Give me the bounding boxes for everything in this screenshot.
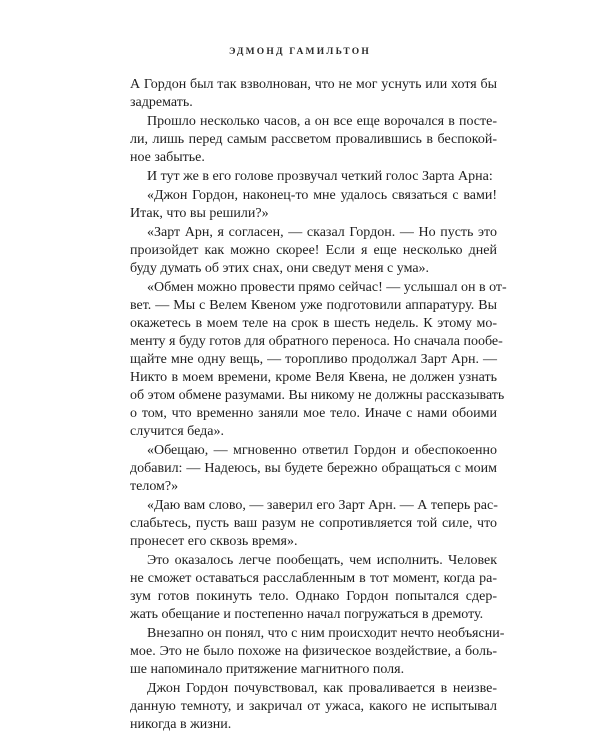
text-line: щайте мне одну вещь, — торопливо продолжал Зарт Арн. — — [130, 352, 497, 367]
text-line: «Зарт Арн, я согласен, — сказал Гордон. — Но пусть это — [147, 225, 497, 240]
text-line: «Обещаю, — мгновенно ответил Гордон и обеспокоенно — [147, 443, 497, 458]
text-line: вет. — Мы с Велем Квеном уже подготовили аппаратуру. Вы — [130, 298, 497, 313]
paragraph — [130, 625, 505, 679]
text-line: об этом обмене разумами. Вы никому не должны рассказывать — [130, 388, 505, 403]
paragraph — [130, 187, 497, 223]
text-line: «Даю вам слово, — заверил его Зарт Арн. — А теперь рас- — [147, 498, 498, 513]
text-line: пронесет его сквозь время». — [130, 534, 298, 549]
text-line: о том, что временно заняли мое тело. Иначе с нами обоими — [130, 406, 497, 421]
text-line: добавил: — Надеюсь, вы будете бережно обращаться с моим — [130, 461, 497, 476]
text-line: менту я буду готов для обратного переноса. Но сначала пообе- — [130, 334, 503, 349]
text-line: ше напоминало притяжение магнитного поля. — [130, 662, 405, 677]
text-line: зум готов покинуть тело. Однако Гордон попытался сдер- — [130, 589, 497, 604]
text-line: никогда в жизни. — [130, 717, 232, 732]
running-header: ЭДМОНД ГАМИЛЬТОН — [229, 47, 371, 57]
text-line: случится беда». — [130, 424, 224, 439]
paragraph — [130, 279, 507, 441]
text-line: «Джон Гордон, наконец-то мне удалось связаться с вами! — [147, 188, 497, 203]
text-line: данную темноту, и закричал от ужаса, какого не испытывал — [130, 699, 497, 714]
text-line: жать обещание и постепенно начал погружаться в дремоту. — [130, 607, 484, 622]
paragraph — [130, 442, 497, 496]
text-line: А Гордон был так взволнован, что не мог уснуть или хотя бы — [130, 77, 497, 92]
paragraph — [130, 76, 497, 112]
paragraph — [130, 680, 497, 734]
text-line: не сможет оставаться расслабленным в тот момент, когда ра- — [130, 571, 497, 586]
text-line: Это оказалось легче пообещать, чем исполнить. Человек — [147, 553, 497, 568]
text-line: И тут же в его голове прозвучал четкий голос Зарта Арна: — [147, 169, 493, 184]
text-line: Прошло несколько часов, а он все еще ворочался в посте- — [147, 114, 497, 129]
text-line: Джон Гордон почувствовал, как проваливается в неизве- — [147, 681, 497, 696]
paragraph — [130, 113, 497, 167]
text-line: задремать. — [130, 95, 193, 110]
text-line: «Обмен можно провести прямо сейчас! — услышал он в от- — [147, 280, 507, 295]
paragraph — [130, 497, 497, 551]
text-line: произойдет как можно скорее! Если я еще несколько дней — [130, 243, 497, 258]
body-text — [130, 76, 507, 734]
text-line: ное забытье. — [130, 150, 205, 165]
text-line: слабьтесь, пусть ваш разум не сопротивляется той силе, что — [130, 516, 497, 531]
text-line: Внезапно он понял, что с ним происходит нечто необъясни- — [147, 626, 505, 641]
text-line: окажетесь в моем теле на срок в шесть недель. К этому мо- — [130, 316, 497, 331]
text-line: мое. Это не было похоже на физическое воздействие, а боль- — [130, 644, 497, 659]
text-line: Никто в моем времени, кроме Веля Квена, не должен узнать — [130, 370, 497, 385]
text-line: буду думать об этих снах, они сведут меня с ума». — [130, 261, 430, 276]
paragraph — [130, 224, 497, 278]
paragraph — [130, 168, 497, 186]
paragraph — [130, 552, 497, 624]
text-line: ли, лишь перед самым рассветом провалившись в беспокой- — [130, 132, 497, 147]
text-line: телом?» — [130, 479, 179, 494]
text-line: Итак, что вы решили?» — [130, 206, 269, 221]
